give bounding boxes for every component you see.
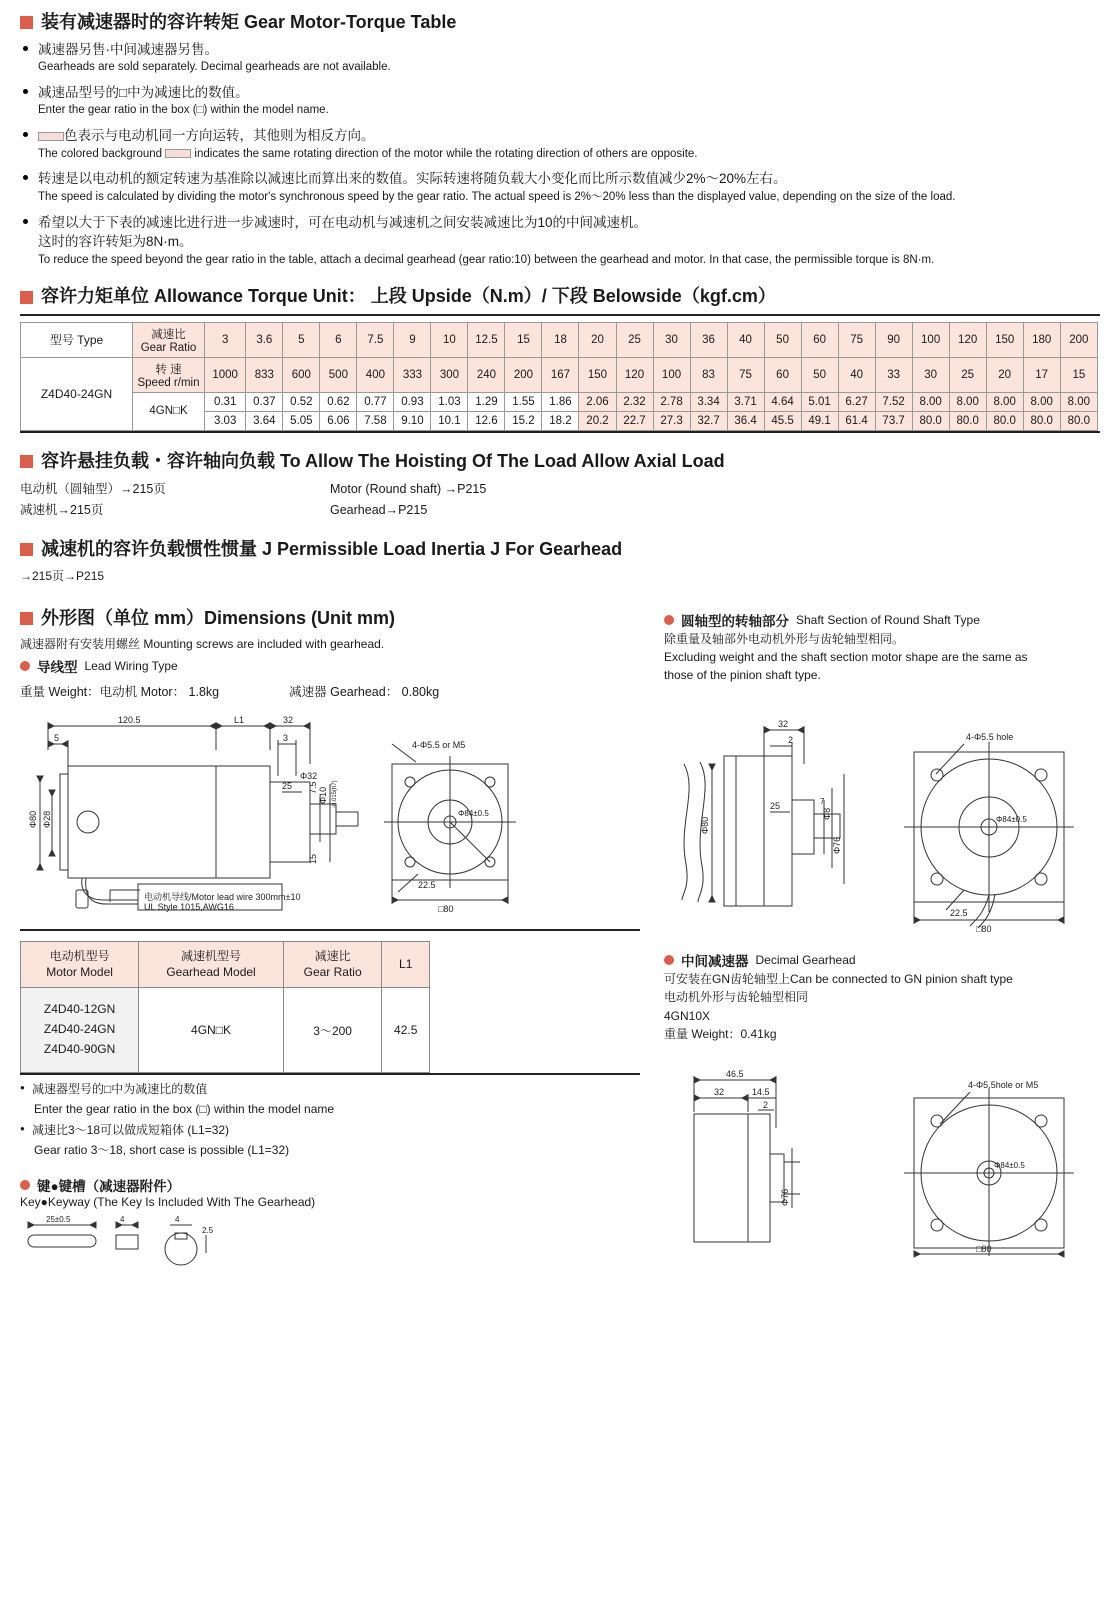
torque-kgfcm-cell: 36.4 <box>727 411 764 430</box>
torque-kgfcm-cell: 3.64 <box>246 411 283 430</box>
rs-dim-25: 25 <box>770 800 781 811</box>
speed-cell: 400 <box>357 357 394 392</box>
motor-model-1: Z4D40-12GN <box>43 1002 116 1017</box>
rs-dim-phi76: Φ76 <box>832 836 842 854</box>
torque-kgfcm-cell: 80.0 <box>949 411 986 430</box>
torque-kgfcm-cell: 15.2 <box>505 411 542 430</box>
section-marker-icon <box>20 16 33 29</box>
dg-dim-46-5: 46.5 <box>726 1068 744 1079</box>
torque-nm-cell: 1.55 <box>505 392 542 411</box>
torque-nm-cell: 2.06 <box>579 392 616 411</box>
torque-table-wrapper <box>20 314 1100 433</box>
dim-120-5: 120.5 <box>118 715 141 726</box>
decimal-gearhead-drawing <box>664 1058 1084 1258</box>
torque-nm-cell: 0.31 <box>205 392 246 411</box>
label-speed: 转 速 Speed r/min <box>133 357 205 392</box>
note-cn <box>38 126 1100 146</box>
speed-cell: 200 <box>505 357 542 392</box>
note-cn: 减速器另售·中间减速器另售。 <box>38 41 218 57</box>
torque-kgfcm-cell: 6.06 <box>320 411 357 430</box>
model-note-text: Gear ratio 3～18, short case is possible (L1=32) <box>34 1142 290 1157</box>
section-title-en: Gear Motor-Torque Table <box>244 12 457 32</box>
torque-nm-cell: 8.00 <box>949 392 986 411</box>
gear-ratio-cell: 150 <box>986 322 1023 357</box>
torque-kgfcm-cell: 5.05 <box>283 411 320 430</box>
belowside-cn: 下段 <box>551 286 588 307</box>
header-gearhead-model-cn: 减速机型号 <box>181 949 242 964</box>
model-note <box>20 1122 640 1139</box>
note-en: Enter the gear ratio in the box (□) within the model name. <box>38 104 329 117</box>
speed-cell: 600 <box>283 357 320 392</box>
section-heading-dimensions <box>20 608 640 630</box>
header-l1-cn: L1 <box>399 957 413 971</box>
speed-cell: 150 <box>579 357 616 392</box>
torque-kgfcm-cell: 45.5 <box>764 411 801 430</box>
decimal-line-4: 重量 Weight：0.41kg <box>664 1027 777 1042</box>
hoisting-title-cn: 容许悬挂负载・容许轴向负载 <box>41 450 275 471</box>
dim-3: 3 <box>283 733 289 744</box>
gear-ratio-cell: 25 <box>616 322 653 357</box>
color-swatch-icon <box>165 149 191 158</box>
gear-ratio-cell: 90 <box>875 322 912 357</box>
speed-cell: 50 <box>801 357 838 392</box>
torque-nm-cell: 8.00 <box>986 392 1023 411</box>
dim-phi10-tol: -0.015(h7) <box>332 780 338 809</box>
torque-nm-cell: 0.77 <box>357 392 394 411</box>
gear-ratio-cell: 100 <box>912 322 949 357</box>
torque-kgfcm-cell: 7.58 <box>357 411 394 430</box>
inertia-title-cn: 减速机的容许负载惯性惯量 J <box>41 539 273 560</box>
rs-dim-phi8: Φ8 <box>822 807 832 820</box>
speed-cell: 20 <box>986 357 1023 392</box>
round-shaft-cn: 除重量及轴部外电动机外形与齿轮轴型相同。 <box>664 631 905 646</box>
rs-dim-phi84: Φ84±0.5 <box>996 814 1027 824</box>
speed-cell: 30 <box>912 357 949 392</box>
motor-model-3: Z4D40-90GN <box>43 1041 116 1056</box>
speed-cell: 60 <box>764 357 801 392</box>
speed-cell: 25 <box>949 357 986 392</box>
cell-gearhead-model: 4GN□K <box>139 988 284 1072</box>
speed-cell: 500 <box>320 357 357 392</box>
speed-cell: 40 <box>838 357 875 392</box>
section-title <box>41 451 725 473</box>
header-gearhead-model <box>139 942 284 988</box>
dim-phi28: Φ28 <box>42 811 52 829</box>
model-note <box>20 1081 640 1098</box>
model-note-text: Enter the gear ratio in the box (□) within the model name <box>34 1102 335 1117</box>
lead-wiring-drawing <box>20 704 620 929</box>
gear-ratio-cell: 40 <box>727 322 764 357</box>
section-title <box>41 608 395 630</box>
upside-cn: 上段 <box>370 286 407 307</box>
torque-nm-cell: 5.01 <box>801 392 838 411</box>
motor-model-2: Z4D40-24GN <box>43 1022 116 1037</box>
header-l1 <box>382 942 430 988</box>
inertia-line: →215页→P215 <box>20 568 105 583</box>
note-item <box>20 40 1100 76</box>
note-cn: 转速是以电动机的额定转速为基准除以减速比而算出来的数值。实际转速将随负载大小变化而比所示数值减少2%～20%左右。 <box>38 171 787 187</box>
dimensions-title-cn: 外形图（单位 mm） <box>41 607 205 628</box>
hoisting-rows <box>20 479 1100 522</box>
decimal-gearhead-desc <box>664 970 1084 1044</box>
torque-kgfcm-cell: 18.2 <box>542 411 579 430</box>
gear-ratio-cell: 3.6 <box>246 322 283 357</box>
gear-ratio-cell: 9 <box>394 322 431 357</box>
hoisting-en-1: Motor (Round shaft) →P215 <box>330 481 487 496</box>
header-gear-ratio-en: Gear Ratio <box>303 964 362 979</box>
header-type: 型号 Type <box>21 322 133 357</box>
belowside-en: Belowside（kgf.cm） <box>592 286 776 307</box>
key-dim-2-5: 2.5 <box>202 1226 214 1236</box>
gear-ratio-cell: 30 <box>653 322 690 357</box>
speed-cell: 833 <box>246 357 283 392</box>
hoisting-cn-col <box>20 479 270 522</box>
header-gear-ratio: 减速比 Gear Ratio <box>133 322 205 357</box>
lead-wiring-title-en: Lead Wiring Type <box>84 659 178 674</box>
dg-dim-14-5: 14.5 <box>752 1086 770 1097</box>
speed-cell: 83 <box>690 357 727 392</box>
round-shaft-en2: those of the pinion shaft type. <box>664 667 821 682</box>
cell-motor-models <box>21 988 139 1072</box>
upside-en: Upside（N.m）/ <box>411 286 547 307</box>
gear-ratio-cell: 180 <box>1023 322 1060 357</box>
header-gear-ratio-cn: 减速比 <box>314 949 351 964</box>
dim-phi32: Φ32 <box>300 771 318 782</box>
round-shaft-drawing <box>664 704 1084 934</box>
gear-ratio-cell: 36 <box>690 322 727 357</box>
cell-model-label: 4GN□K <box>133 392 205 430</box>
gear-ratio-cell: 18 <box>542 322 579 357</box>
speed-cell: 15 <box>1060 357 1097 392</box>
torque-nm-cell: 4.64 <box>764 392 801 411</box>
dimensions-subtitle: 减速器附有安装用螺丝 Mounting screws are included with gearhead. <box>20 637 385 652</box>
header-motor-model-cn: 电动机型号 <box>49 949 110 964</box>
decimal-line-2: 电动机外形与齿轮轴型相同 <box>664 990 809 1005</box>
decimal-line-3: 4GN10X <box>664 1008 711 1023</box>
dim-25: 25 <box>282 781 293 792</box>
gear-ratio-cell: 75 <box>838 322 875 357</box>
torque-kgfcm-cell: 73.7 <box>875 411 912 430</box>
speed-cell: 300 <box>431 357 468 392</box>
rs-dim-sq80: □80 <box>976 923 992 934</box>
section-marker-icon <box>20 612 33 625</box>
speed-cell: 1000 <box>205 357 246 392</box>
note-cn2: 这时的容许转矩为8N·m。 <box>38 234 193 250</box>
gear-ratio-cell: 10 <box>431 322 468 357</box>
note-en: To reduce the speed beyond the gear ratio in the table, attach a decimal gearhead (gear ratio:10) between the gearhead and motor. In that case, the permissible torque is 8N·m. <box>38 253 935 266</box>
dg-dim-32: 32 <box>714 1086 725 1097</box>
dimensions-title-en: Dimensions (Unit mm) <box>204 607 396 628</box>
section-heading-allowance-unit <box>20 286 1100 308</box>
gear-ratio-cell: 12.5 <box>468 322 505 357</box>
torque-nm-cell: 0.93 <box>394 392 431 411</box>
speed-cell: 100 <box>653 357 690 392</box>
bullet-dot-icon <box>664 955 674 965</box>
speed-cell: 75 <box>727 357 764 392</box>
model-note-text: 减速器型号的□中为减速比的数值 <box>32 1081 208 1096</box>
allowance-title-en: Allowance Torque Unit： <box>154 286 366 307</box>
section-marker-icon <box>20 291 33 304</box>
torque-nm-cell: 1.03 <box>431 392 468 411</box>
header-gear-ratio <box>283 942 382 988</box>
inertia-title-en: Permissible Load Inertia J For Gearhead <box>277 539 623 560</box>
section-marker-icon <box>20 543 33 556</box>
note-en: The colored background indicates the same rotating direction of the motor while the rotating direction of others are opposite. <box>38 147 698 160</box>
dimensions-area <box>20 590 1100 1270</box>
section-heading-gear-motor-torque <box>20 12 1100 34</box>
dim-15: 15 <box>308 854 318 865</box>
gear-ratio-cell: 50 <box>764 322 801 357</box>
hoisting-cn-1: 电动机（圆轴型）→215页 <box>20 481 166 496</box>
hoisting-en-col <box>330 479 486 522</box>
torque-nm-cell: 3.71 <box>727 392 764 411</box>
gear-ratio-cell: 3 <box>205 322 246 357</box>
rs-dim-phi80: Φ80 <box>700 816 710 834</box>
cell-type-value: Z4D40-24GN <box>21 357 133 430</box>
gear-ratio-cell: 15 <box>505 322 542 357</box>
weight-gearhead: 减速器 Gearhead： 0.80kg <box>289 685 440 700</box>
gear-ratio-cell: 200 <box>1060 322 1097 357</box>
bullet-dot-icon <box>664 615 674 625</box>
dg-dim-phi76: Φ76 <box>780 1188 790 1206</box>
dim-sq80: □80 <box>438 904 454 915</box>
lead-wiring-title-cn: 导线型 <box>37 660 78 676</box>
torque-table <box>20 322 1098 431</box>
decimal-gearhead-title-en: Decimal Gearhead <box>755 952 856 967</box>
round-shaft-en1: Excluding weight and the shaft section motor shape are the same as <box>664 649 1028 664</box>
round-shaft-title-en: Shaft Section of Round Shaft Type <box>796 612 980 627</box>
speed-cell: 33 <box>875 357 912 392</box>
header-motor-model-en: Motor Model <box>46 964 113 979</box>
table-row <box>21 392 1098 411</box>
torque-nm-cell: 3.34 <box>690 392 727 411</box>
gear-ratio-cell: 20 <box>579 322 616 357</box>
torque-nm-cell: 8.00 <box>1060 392 1097 411</box>
note-item <box>20 213 1100 269</box>
torque-kgfcm-cell: 61.4 <box>838 411 875 430</box>
bullet-dot-icon <box>20 661 30 671</box>
bullet-dot-icon <box>20 1180 30 1190</box>
torque-nm-cell: 2.32 <box>616 392 653 411</box>
dg-dim-sq80: □80 <box>976 1243 992 1254</box>
dim-32: 32 <box>283 715 294 726</box>
dim-phi80: Φ80 <box>28 811 38 829</box>
allowance-title-cn: 容许力矩单位 <box>41 286 149 307</box>
torque-kgfcm-cell: 3.03 <box>205 411 246 430</box>
lead-wiring-heading <box>20 656 640 676</box>
torque-kgfcm-cell: 49.1 <box>801 411 838 430</box>
torque-kgfcm-cell: 80.0 <box>1023 411 1060 430</box>
torque-nm-cell: 6.27 <box>838 392 875 411</box>
dg-dim-2: 2 <box>763 1099 769 1110</box>
model-table-wrapper <box>20 929 640 1075</box>
dg-dim-4phi55: 4-Φ5.5hole or M5 <box>968 1079 1039 1090</box>
dim-22-5: 22.5 <box>418 880 436 891</box>
gear-ratio-cell: 60 <box>801 322 838 357</box>
torque-kgfcm-cell: 20.2 <box>579 411 616 430</box>
round-shaft-heading <box>664 610 1084 630</box>
section-title <box>41 539 622 561</box>
rs-dim-22-5: 22.5 <box>950 907 968 918</box>
key-dim-4b: 4 <box>175 1215 180 1225</box>
section-title <box>41 286 776 308</box>
key-keyway-title-en: Key●Keyway (The Key Is Included With The Gearhead) <box>20 1195 316 1210</box>
rs-dim-4phi55: 4-Φ5.5 hole <box>966 731 1014 742</box>
section-title <box>41 12 456 34</box>
weights-row <box>20 682 640 700</box>
decimal-line-1: 可安装在GN齿轮轴型上Can be connected to GN pinion shaft type <box>664 971 1013 986</box>
speed-cell: 240 <box>468 357 505 392</box>
weight-motor: 重量 Weight：电动机 Motor： 1.8kg <box>20 685 220 700</box>
cell-l1: 42.5 <box>382 988 430 1072</box>
dim-4-phi55: 4-Φ5.5 or M5 <box>412 740 466 751</box>
rs-dim-32: 32 <box>778 718 789 729</box>
color-swatch-icon <box>38 132 64 141</box>
torque-nm-cell: 8.00 <box>912 392 949 411</box>
key-dim-25: 25±0.5 <box>46 1215 71 1225</box>
section-heading-inertia <box>20 539 1100 561</box>
rs-dim-2: 2 <box>788 734 794 745</box>
speed-cell: 167 <box>542 357 579 392</box>
torque-kgfcm-cell: 27.3 <box>653 411 690 430</box>
dim-l1: L1 <box>234 715 245 726</box>
torque-kgfcm-cell: 80.0 <box>1060 411 1097 430</box>
note-en: Gearheads are sold separately. Decimal gearheads are not available. <box>38 61 391 74</box>
dimensions-left-col <box>20 590 640 1270</box>
section-marker-icon <box>20 455 33 468</box>
torque-nm-cell: 2.78 <box>653 392 690 411</box>
section-title-cn: 装有减速器时的容许转矩 <box>41 12 239 32</box>
torque-kgfcm-cell: 32.7 <box>690 411 727 430</box>
torque-nm-cell: 7.52 <box>875 392 912 411</box>
torque-kgfcm-cell: 10.1 <box>431 411 468 430</box>
header-motor-model <box>21 942 139 988</box>
torque-nm-cell: 0.52 <box>283 392 320 411</box>
torque-nm-cell: 0.37 <box>246 392 283 411</box>
table-row <box>21 988 430 1072</box>
round-shaft-desc <box>664 630 1084 684</box>
note-cn: 希望以大于下表的减速比进行进一步减速时，可在电动机与减速机之间安装减速比为10的中间减速机。 <box>38 214 648 230</box>
note-item-color <box>20 126 1100 162</box>
gear-ratio-cell: 5 <box>283 322 320 357</box>
model-note <box>20 1101 640 1118</box>
table-row <box>21 322 1098 357</box>
torque-kgfcm-cell: 80.0 <box>986 411 1023 430</box>
dimensions-right-col <box>664 590 1084 1270</box>
torque-kgfcm-cell: 9.10 <box>394 411 431 430</box>
torque-kgfcm-cell: 22.7 <box>616 411 653 430</box>
section-heading-hoisting <box>20 451 1100 473</box>
torque-nm-cell: 0.62 <box>320 392 357 411</box>
model-note <box>20 1142 640 1159</box>
dim-7-5: 7.5 <box>308 781 318 795</box>
note-en: The speed is calculated by dividing the motor's synchronous speed by the gear ratio. The actual speed is 2%～20% less than the displayed value, depending on the size of the load. <box>38 190 956 203</box>
dim-phi84: Φ84±0.5 <box>458 809 489 819</box>
hoisting-en-2: Gearhead→P215 <box>330 502 428 517</box>
speed-cell: 17 <box>1023 357 1060 392</box>
dim-phi10: Φ10 <box>318 787 328 805</box>
header-gearhead-model-en: Gearhead Model <box>166 964 256 979</box>
torque-kgfcm-cell: 12.6 <box>468 411 505 430</box>
lead-note-1: 电动机导线/Motor lead wire 300mm±10 <box>144 892 301 903</box>
model-note-text: 减速比3～18可以做成短箱体 (L1=32) <box>32 1122 230 1137</box>
lead-note-2: UL Style 1015,AWG16 <box>144 902 234 913</box>
gear-ratio-cell: 7.5 <box>357 322 394 357</box>
dim-5: 5 <box>54 733 60 744</box>
cell-gear-ratio: 3～200 <box>283 988 382 1072</box>
key-keyway-heading <box>20 1175 640 1195</box>
model-table-notes <box>20 1081 640 1160</box>
round-shaft-title-cn: 圆轴型的转轴部分 <box>681 613 789 629</box>
note-cn-text: 色表示与电动机同一方向运转，其他则为相反方向。 <box>64 128 375 144</box>
decimal-gearhead-title-cn: 中间减速器 <box>681 953 749 969</box>
note-item <box>20 169 1100 205</box>
gear-ratio-cell: 120 <box>949 322 986 357</box>
hoisting-cn-2: 减速机→215页 <box>20 502 104 517</box>
speed-cell: 120 <box>616 357 653 392</box>
torque-nm-cell: 1.86 <box>542 392 579 411</box>
torque-kgfcm-cell: 80.0 <box>912 411 949 430</box>
dg-dim-phi84: Φ84±0.5 <box>994 1160 1025 1170</box>
gear-ratio-cell: 6 <box>320 322 357 357</box>
decimal-gearhead-heading <box>664 950 1084 970</box>
table-row <box>21 357 1098 392</box>
key-keyway-drawing <box>20 1209 300 1269</box>
torque-nm-cell: 1.29 <box>468 392 505 411</box>
torque-nm-cell: 8.00 <box>1023 392 1060 411</box>
note-item <box>20 83 1100 119</box>
key-keyway-title-cn: 键●键槽（减速器附件） <box>37 1179 181 1195</box>
rs-dim-7: 7 <box>820 796 825 806</box>
model-table-header-row <box>21 942 430 988</box>
key-dim-4a: 4 <box>120 1215 125 1225</box>
note-cn: 减速品型号的□中为减速比的数值。 <box>38 84 249 100</box>
hoisting-title-en: To Allow The Hoisting Of The Load Allow Axial Load <box>280 450 725 471</box>
speed-cell: 333 <box>394 357 431 392</box>
notes-list <box>20 40 1100 269</box>
model-table <box>20 941 430 1073</box>
